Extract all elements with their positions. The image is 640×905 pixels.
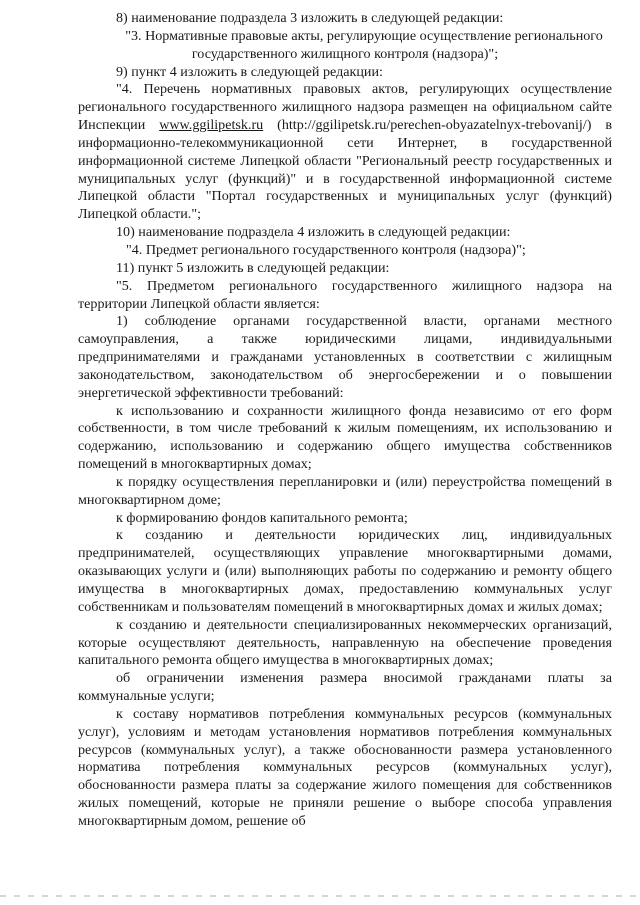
item-10: 10) наименование подраздела 4 изложить в следующей редакции: [116,224,511,241]
item-8-quote: "3. Нормативные правовые акты, регулирующие осуществление регионального государственного жилищного контроля (надзора)"; [125,27,603,62]
requirement-nonprofit-organizations: к созданию и деятельности специализированных некоммерческих организаций, которые осуществляют деятельность, направленную на обеспечение проведения капитального ремонта общего имущества в многоквартирных домах; [78,616,612,669]
requirement-payment-limits: об ограничении изменения размера вносимой гражданами платы за коммунальные услуги; [78,670,612,705]
item-9: 9) пункт 4 изложить в следующей редакции: [116,63,383,80]
requirement-management-companies: к созданию и деятельности юридических лиц, индивидуальных предпринимателей, осуществляющих управление многоквартирными домами, оказывающих услуги и (или) выполняющих работы по содержанию и ремонту общего имущества в многоквартирных домах, предоставлению коммунальных услуг собственникам и пользователям помещений в многоквартирных домах и жилых домах; [78,527,612,615]
requirement-repair-funds: к формированию фондов капитального ремонта; [116,509,408,526]
requirement-consumption-norms: к составу нормативов потребления коммунальных ресурсов (коммунальных услуг), условиям и методам установления нормативов потребления коммунальных ресурсов (коммунальных услуг), а также обоснованности размера установленного норматива потребления коммунальных ресурсов (коммунальных услуг), обоснованности размера платы за содержание жилого помещения для собственников жилых помещений, которые не приняли решение о выборе способа управления многоквартирным домом, решение об [78,705,612,829]
scan-artifact-line [0,895,640,897]
item-9-quote-part-b: (http://ggilipetsk.ru/perechen-obyazatelnyx-trebovanij/) в информационно-телекоммуникационной сети Интернет, в государственной информационной системе Липецкой области "Региональный реестр государственных и муниципальных услуг (функций)" и в государственной информационной системе Липецкой области "Портал государственных и муниципальных услуг (функций) Липецкой области."; [78,117,612,223]
item-9-quote [78,81,612,224]
requirement-replanning: к порядку осуществления перепланировки и (или) переустройства помещений в многоквартирном доме; [78,473,612,508]
item-11: 11) пункт 5 изложить в следующей редакции: [116,259,390,276]
requirement-housing-fund: к использованию и сохранности жилищного фонда независимо от его форм собственности, в том числе требований к жилым помещениям, их использованию и содержанию, использованию и содержанию общего имущества собственников помещений в многоквартирных домах; [78,402,612,473]
item-9-quote-part-a: "4. Перечень нормативных правовых актов, регулирующих осуществление регионального государственного жилищного надзора размещен на официальном сайте Инспекции [78,81,612,134]
item-8: 8) наименование подраздела 3 изложить в следующей редакции: [116,10,504,26]
subitem-1: 1) соблюдение органами государственной власти, органами местного самоуправления, а также юридическими лицами, индивидуальными предпринимателями и гражданами установленных в соответствии с жилищным законодательством, законодательством об энергосбережении и о повышении энергетической эффективности требований: [78,313,612,401]
item-10-quote: "4. Предмет регионального государственного контроля (надзора)"; [126,241,526,258]
inspection-website-link[interactable]: www.ggilipetsk.ru [159,117,264,134]
item-11-quote: "5. Предметом регионального государственного жилищного надзора на территории Липецкой области является: [78,277,612,312]
